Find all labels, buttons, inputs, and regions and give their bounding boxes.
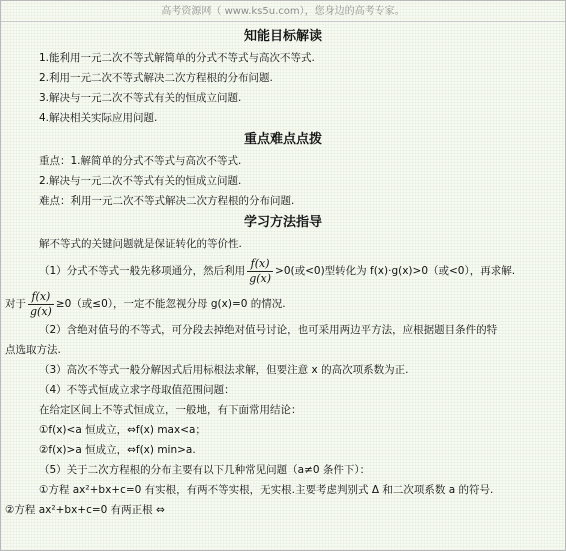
method-1-pre: （1）分式不等式一般先移项通分，然后利用 [39, 265, 246, 277]
method-4: （4）不等式恒成立求字母取值范围问题： [39, 384, 235, 396]
method-4-conclusion-1: ①f(x)<a 恒成立，⇔f(x) max<a； [39, 424, 206, 436]
method-5-case-1: ①方程 ax²+bx+c=0 有实根，有两不等实根，无实根.主要考虑判别式 Δ 和二次项系数 a 的符号. [39, 484, 494, 496]
method-3: （3）高次不等式一般分解因式后用标根法求解，但要注意 x 的高次项系数为正. [39, 364, 409, 376]
method-1 [1, 254, 565, 288]
method-5: （5）关于二次方程根的分布主要有以下几种常见问题（a≠0 条件下）： [39, 464, 371, 476]
method-4-conclusion-2: ②f(x)>a 恒成立，⇔f(x) min>a. [39, 444, 196, 456]
fraction-denominator-2: g(x) [30, 304, 52, 318]
method-4-description: 在给定区间上不等式恒成立，一般地，有下面常用结论： [39, 404, 302, 416]
fraction-numerator: f(x) [247, 257, 273, 272]
goal-item-3: 3.解决与一元二次不等式有关的恒成立问题. [39, 92, 242, 104]
difficulty: 难点：利用一元二次不等式解决二次方程根的分布问题. [39, 195, 295, 207]
methods-intro: 解不等式的关键问题就是保证转化的等价性. [39, 238, 242, 250]
method-1b-pre: 对于 [5, 298, 26, 310]
section-title-methods: 学习方法指导 [243, 215, 322, 230]
method-1-continued [1, 288, 565, 320]
method-1-post: >0(或<0)型转化为 f(x)·g(x)>0（或<0），再求解. [275, 265, 516, 277]
fraction-f-over-g-2 [28, 290, 54, 319]
goal-item-2: 2.利用一元二次不等式解决二次方程根的分布问题. [39, 72, 273, 84]
key-points: 重点：1.解简单的分式不等式与高次不等式. [39, 155, 242, 167]
method-2-line-2: 点选取方法. [5, 344, 61, 356]
key-points-2: 2.解决与一元二次不等式有关的恒成立问题. [39, 175, 242, 187]
section-title-keypoints: 重点难点点拨 [243, 132, 322, 147]
goal-item-1: 1.能利用一元二次不等式解简单的分式不等式与高次不等式. [39, 52, 315, 64]
document-content [1, 25, 565, 520]
fraction-f-over-g [247, 257, 273, 286]
goal-item-4: 4.解决相关实际应用问题. [39, 112, 158, 124]
method-5-case-2: ②方程 ax²+bx+c=0 有两正根 ⇔ [5, 504, 165, 516]
fraction-numerator-2: f(x) [28, 290, 54, 305]
section-title-goals: 知能目标解读 [243, 29, 322, 44]
page-header: 高考资源网（ www.ks5u.com），您身边的高考专家。 [1, 3, 565, 22]
method-2-line-1: （2）含绝对值号的不等式，可分段去掉绝对值号讨论，也可采用两边平方法，应根据题目条件的特 [39, 324, 498, 336]
method-1b-post: ≥0（或≤0），一定不能忽视分母 g(x)=0 的情况. [55, 298, 286, 310]
fraction-denominator: g(x) [249, 271, 272, 285]
